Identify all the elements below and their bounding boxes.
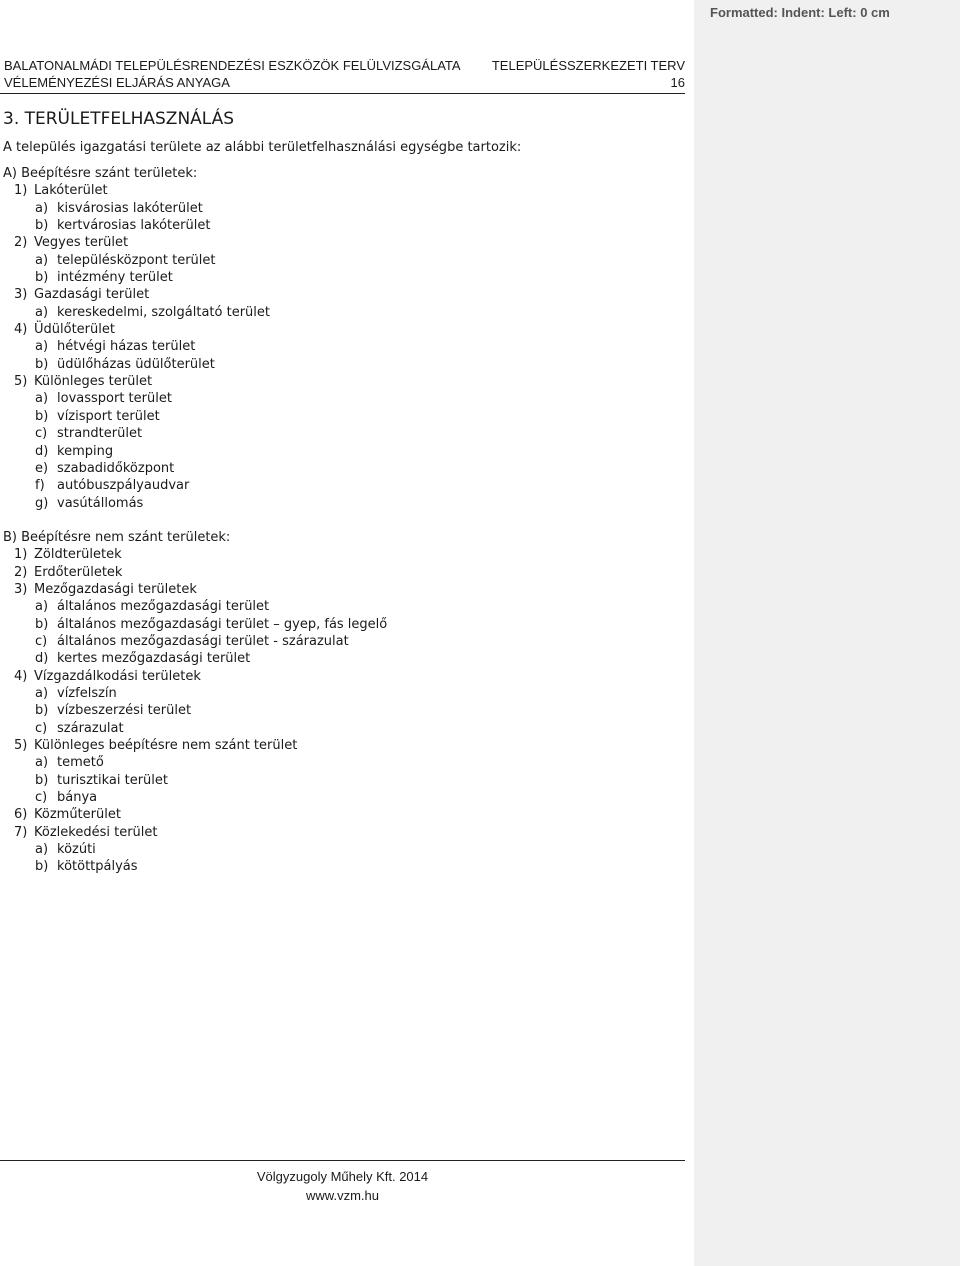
list-item-text: intézmény terület: [57, 270, 173, 286]
list-item: [0, 338, 680, 355]
list-item: [0, 720, 680, 737]
list-item-number: a): [35, 252, 49, 268]
list-item-number: a): [35, 200, 49, 216]
list-item: [0, 321, 680, 338]
list-item-text: általános mezőgazdasági terület - szárazulat: [57, 633, 349, 649]
list-item-number: b): [35, 703, 49, 719]
header-document-title: BALATONALMÁDI TELEPÜLÉSRENDEZÉSI ESZKÖZÖK FELÜLVIZSGÁLATA: [4, 58, 461, 73]
list-item: [0, 633, 680, 650]
header-procedure: VÉLEMÉNYEZÉSI ELJÁRÁS ANYAGA: [4, 75, 230, 90]
footer-website: www.vzm.hu: [306, 1188, 379, 1203]
intro-paragraph: A település igazgatási területe az alábbi területfelhasználási egységbe tartozik:: [3, 140, 522, 155]
list-item-text: általános mezőgazdasági terület: [57, 599, 270, 615]
list-item-text: településközpont terület: [57, 252, 216, 268]
list-item-number: a): [35, 842, 49, 858]
list-item-number: 1): [14, 183, 28, 199]
list-item: [0, 806, 680, 823]
list-item-text: vízisport terület: [57, 408, 160, 424]
section-a-list: [0, 182, 680, 512]
list-item-number: 5): [14, 374, 28, 390]
list-item-number: 3): [14, 287, 28, 303]
list-item: [0, 495, 680, 512]
list-item-number: c): [35, 720, 48, 736]
list-item-text: szárazulat: [57, 720, 124, 736]
list-item-number: 5): [14, 738, 28, 753]
list-item-text: autóbuszpályaudvar: [57, 478, 190, 494]
list-item: [0, 443, 680, 460]
list-item-text: Közlekedési terület: [34, 824, 158, 840]
list-item-text: közúti: [57, 842, 96, 858]
list-item-number: b): [35, 270, 49, 286]
list-item: [0, 252, 680, 269]
list-item-number: c): [35, 426, 48, 442]
list-item: [0, 356, 680, 373]
sidebar-format-label: Formatted: Indent: Left: 0 cm: [710, 5, 890, 20]
list-item: [0, 408, 680, 425]
list-item: [0, 234, 680, 251]
list-item: [0, 217, 680, 234]
list-item: [0, 477, 680, 494]
list-item-number: d): [35, 443, 49, 459]
list-item-text: temető: [57, 755, 104, 771]
list-item-text: Közműterület: [34, 807, 121, 823]
list-item-text: Mezőgazdasági területek: [34, 581, 197, 597]
list-item: [0, 182, 680, 199]
list-item-text: strandterület: [57, 426, 143, 442]
list-item: [0, 616, 680, 633]
list-item: [0, 546, 680, 563]
list-item: [0, 581, 680, 598]
list-item-number: a): [35, 599, 49, 615]
list-item-number: a): [35, 685, 49, 701]
list-item-text: kereskedelmi, szolgáltató terület: [57, 304, 270, 320]
comment-sidebar: [694, 0, 960, 1266]
list-item-number: g): [35, 495, 49, 511]
list-item-text: üdülőházas üdülőterület: [57, 356, 215, 372]
section-a-heading: A) Beépítésre szánt területek:: [3, 166, 198, 181]
list-item-text: bánya: [57, 790, 98, 806]
list-item-number: 2): [14, 564, 28, 580]
list-item: [0, 685, 680, 702]
list-item-text: Vízgazdálkodási területek: [34, 668, 201, 684]
list-item: [0, 304, 680, 321]
list-item-text: általános mezőgazdasági terület – gyep, fás legelő: [57, 616, 388, 632]
list-item-number: 4): [14, 322, 28, 338]
list-item-number: 3): [14, 581, 28, 597]
list-item-number: b): [35, 616, 49, 632]
list-item: [0, 269, 680, 286]
list-item-number: f): [35, 478, 45, 494]
list-item: [0, 598, 680, 615]
list-item-number: c): [35, 633, 48, 649]
list-item-text: kemping: [57, 443, 114, 459]
list-item-text: kertvárosias lakóterület: [57, 218, 211, 234]
list-item-text: vízbeszerzési terület: [57, 703, 192, 719]
list-item-text: vízfelszín: [57, 685, 117, 701]
list-item: [0, 702, 680, 719]
list-item-number: a): [35, 755, 49, 771]
list-item-text: Üdülőterület: [34, 322, 115, 338]
list-item-number: 1): [14, 547, 28, 563]
list-item: [0, 650, 680, 667]
section-b-list: [0, 546, 680, 876]
list-item-text: Lakóterület: [34, 183, 108, 199]
list-item-number: a): [35, 304, 49, 320]
list-item-number: c): [35, 790, 48, 806]
list-item: [0, 824, 680, 841]
list-item: [0, 754, 680, 771]
list-item-number: b): [35, 218, 49, 234]
list-item-number: 7): [14, 824, 28, 840]
list-item-text: kötöttpályás: [57, 859, 138, 875]
list-item-number: b): [35, 356, 49, 372]
list-item: [0, 564, 680, 581]
list-item-number: 6): [14, 807, 28, 823]
list-item-number: a): [35, 339, 49, 355]
list-item-text: Zöldterületek: [34, 547, 122, 563]
land-use-list: [0, 165, 680, 876]
page-number: 16: [670, 75, 685, 90]
list-item-number: 2): [14, 235, 28, 251]
list-item-text: Gazdasági terület: [34, 287, 150, 303]
list-item-number: 4): [14, 668, 28, 684]
list-item: [0, 772, 680, 789]
chapter-title: 3. TERÜLETFELHASZNÁLÁS: [3, 109, 235, 129]
list-item-text: Vegyes terület: [34, 235, 129, 251]
list-item-number: a): [35, 391, 49, 407]
list-item-text: kertes mezőgazdasági terület: [57, 651, 251, 667]
list-item-text: turisztikai terület: [57, 772, 168, 788]
list-item-text: szabadidőközpont: [57, 460, 175, 476]
list-item: [0, 425, 680, 442]
list-item-number: b): [35, 772, 49, 788]
page-header: [0, 57, 685, 94]
page-footer: [0, 1160, 685, 1205]
list-item-text: kisvárosias lakóterület: [57, 200, 203, 216]
list-item-text: lovassport terület: [57, 391, 172, 407]
list-item-number: e): [35, 460, 49, 476]
list-item: [0, 858, 680, 875]
footer-company: Völgyzugoly Műhely Kft. 2014: [256, 1169, 429, 1184]
list-item: [0, 737, 680, 754]
header-plan-type: TELEPÜLÉSSZERKEZETI TERV: [491, 58, 685, 73]
list-item: [0, 460, 680, 477]
list-item-text: Különleges beépítésre nem szánt terület: [34, 738, 298, 753]
list-item-text: Erdőterületek: [34, 564, 123, 580]
list-item: [0, 668, 680, 685]
list-item: [0, 373, 680, 390]
list-item-number: b): [35, 408, 49, 424]
list-item-number: d): [35, 651, 49, 667]
list-item: [0, 200, 680, 217]
list-item: [0, 286, 680, 303]
list-item: [0, 390, 680, 407]
list-item-text: vasútállomás: [57, 495, 144, 511]
section-b-heading: B) Beépítésre nem szánt területek:: [3, 529, 231, 545]
list-item: [0, 841, 680, 858]
list-item: [0, 789, 680, 806]
list-item-number: b): [35, 859, 49, 875]
list-item-text: hétvégi házas terület: [57, 339, 196, 355]
list-item-text: Különleges terület: [34, 374, 153, 390]
